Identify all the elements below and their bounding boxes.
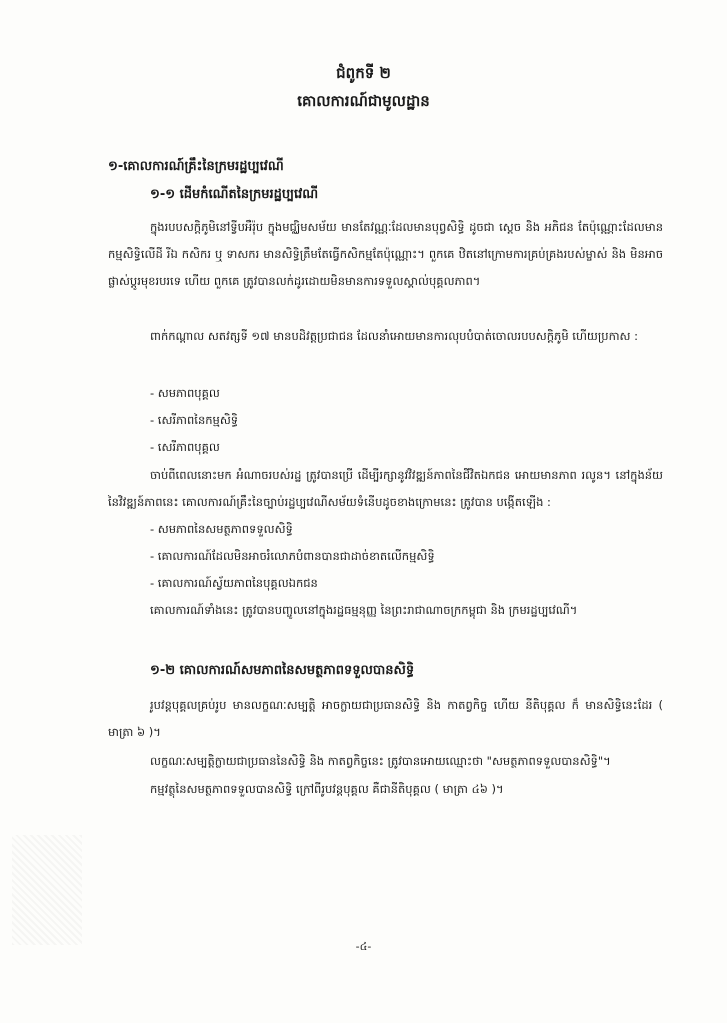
list-item: - សេរីភាពបុគ្គល — [150, 440, 220, 454]
paragraph-capacity-subject: កម្មវត្ថុនៃសមត្ថភាពទទួលបានសិទ្ធិ ក្រៅពីរូបវន្តបុគ្គល គឺជានីតិបុគ្គល ( មាត្រា ៤៦ )។ — [150, 782, 504, 796]
subsection-heading-equality: ១-២ គោលការណ៍សមភាពនៃសមត្ថភាពទទួលបានសិទ្ធិ — [150, 663, 415, 678]
paragraph-capacity-definition: លក្ខណៈសម្បត្តិក្លាយជាប្រធាននៃសិទ្ធិ និង កាតព្វកិច្ចនេះ ត្រូវបានអោយឈ្មោះថា "សមត្ថភាពទទួលបានសិទ្ធិ"។ — [150, 754, 611, 768]
paragraph-state-power: ចាប់ពីពេលនោះមក អំណាចរបស់រដ្ឋ ត្រូវបានប្រើ ដើម្បីរក្សានូវវិវឌ្ឍន៍ភាពនៃជីវិតឯកជន អោយមានភាព រលូន។ នៅក្នុងន័យនៃវិវឌ្ឍន៍ភាពនេះ គោលការណ៍គ្រឹះនៃច្បាប់រដ្ឋប្បវេណីសម័យទំនើបដូចខាងក្រោមនេះ ត្រូវបាន បង្កើតឡើង : — [108, 468, 663, 509]
list-item: - សមភាពនៃសមត្ថភាពទទួលសិទ្ធិ — [150, 522, 293, 536]
subsection-heading-origin: ១-១ ដើមកំណើតនៃក្រមរដ្ឋប្បវេណី — [150, 187, 319, 202]
chapter-title: ជំពូកទី ២ — [336, 64, 391, 82]
paragraph-feudalism: ក្នុងរបបសក្តិភូមិនៅទ្វីបអឺរ៉ុប ក្នុងមជ្ឈិមសម័យ មានតែវណ្ណៈដែលមានបុព្វសិទ្ធិ ដូចជា ស្តេច និង អភិជន តែប៉ុណ្ណោះដែលមានកម្មសិទ្ធិលើដី រីឯ កសិករ ឬ ទាសករ មានសិទ្ធិត្រឹមតែធ្វើកសិកម្មតែប៉ុណ្ណោះ។ ពួកគេ ឋិតនៅក្រោមការគ្រប់គ្រងរបស់ម្ចាស់ និង មិនអាចផ្លាស់ប្តូរមុខរបរទេ ហើយ ពួកគេ ត្រូវបានលក់ដូរដោយមិនមានការទទួលស្គាល់បុគ្គលភាព។ — [108, 220, 663, 288]
paragraph-revolution: ពាក់កណ្តាល សតវត្សទី ១៧ មានបដិវត្តប្រជាជន ដែលនាំអោយមានការលុបបំបាត់ចោលរបបសក្តិភូមិ ហើយប្រកាស : — [150, 329, 638, 343]
paragraph-constitution: គោលការណ៍ទាំងនេះ ត្រូវបានបញ្ចូលនៅក្នុងរដ្ឋធម្មនុញ្ញ នៃព្រះរាជាណាចក្រកម្ពុជា និង ក្រមរដ្ឋប្បវេណី។ — [150, 603, 578, 617]
list-item: - សេរីភាពនៃកម្មសិទ្ធិ — [150, 413, 239, 427]
list-item: - សមភាពបុគ្គល — [150, 386, 220, 400]
chapter-subtitle: គោលការណ៍ជាមូលដ្ឋាន — [297, 92, 430, 110]
scan-artifact — [12, 835, 82, 945]
list-item: - គោលការណ៍ដែលមិនអាចរំលោភបំពានបានជាដាច់ខាតលើកម្មសិទ្ធិ — [150, 549, 435, 563]
list-declared-principles — [150, 380, 238, 461]
page-number: -៤- — [355, 940, 372, 953]
paragraph-persons: រូបវន្តបុគ្គលគ្រប់រូប មានលក្ខណៈសម្បត្តិ អាចក្លាយជាប្រធានសិទ្ធិ និង កាតព្វកិច្ច ហើយ នីតិបុគ្គល ក៏ មានសិទ្ធិនេះដែរ ( មាត្រា ៦ )។ — [108, 698, 663, 739]
section-heading: ១-គោលការណ៍គ្រឹះនៃក្រមរដ្ឋប្បវេណី — [108, 159, 284, 174]
list-modern-principles — [150, 516, 435, 597]
list-item: - គោលការណ៍ស្វ័យភាពនៃបុគ្គលឯកជន — [150, 576, 318, 590]
